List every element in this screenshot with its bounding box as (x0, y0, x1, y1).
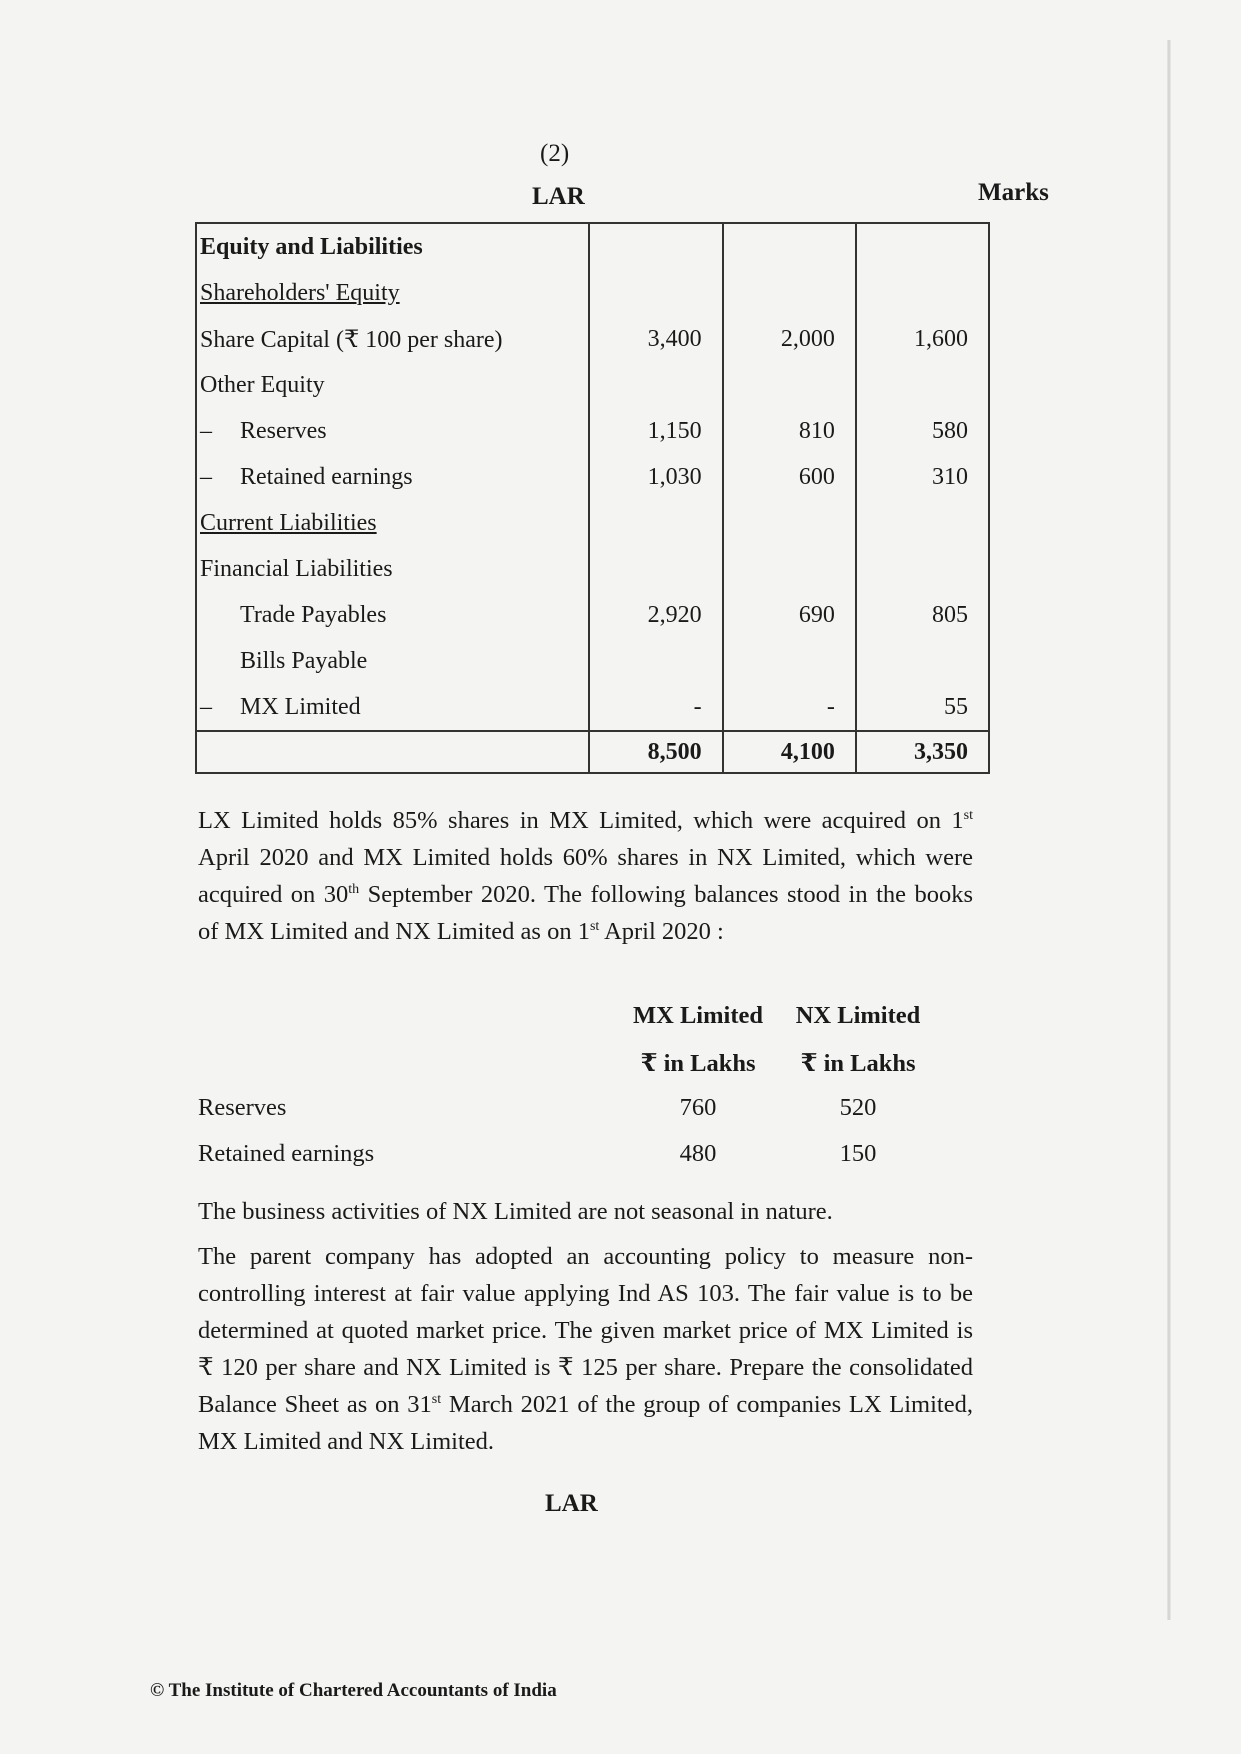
col-nx-unit: ₹ in Lakhs (800, 1050, 916, 1077)
row-label: Shareholders' Equity (200, 279, 400, 306)
row-label: – Retained earnings (200, 463, 413, 490)
row-label: Current Liabilities (200, 509, 377, 536)
cell-value: 805 (856, 592, 989, 638)
col-nx-heading: NX Limited (795, 1002, 921, 1029)
cell-value: - (589, 684, 722, 731)
paper-code-footer: LAR (545, 1490, 598, 1517)
cell-value (856, 500, 989, 546)
cell-value: 1,600 (856, 316, 989, 362)
cell-value: 690 (723, 592, 856, 638)
cell-value: 3,400 (589, 316, 722, 362)
table-row (196, 362, 989, 408)
table-row (196, 316, 989, 362)
total-row (196, 731, 989, 773)
row-label: Other Equity (200, 371, 325, 398)
paragraph-seasonal: The business activities of NX Limited are not seasonal in nature. (198, 1198, 833, 1225)
table-row (196, 223, 989, 270)
para1-text: LX Limited holds 85% shares in MX Limited, which were acquired on 1st April 2020 and MX Limited holds 60% shares in NX Limited, which were acquired on 30th September 2020. The following balances stood in the books of MX Limited and NX Limited as on 1st April 2020 : (198, 807, 973, 945)
cell-value: 2,920 (589, 592, 722, 638)
cell-value (723, 270, 856, 316)
copyright-notice: © The Institute of Chartered Accountants of India (150, 1680, 557, 1701)
total-value: 4,100 (723, 731, 856, 773)
table-row (196, 454, 989, 500)
cell-value (723, 362, 856, 408)
balance-mx-value: 760 (679, 1094, 717, 1121)
row-label: Bills Payable (240, 647, 368, 674)
cell-value: 2,000 (723, 316, 856, 362)
paper-code-header: LAR (532, 183, 585, 210)
cell-value: - (723, 684, 856, 731)
balance-label: Reserves (198, 1094, 287, 1121)
table-row (196, 684, 989, 731)
table-row (196, 592, 989, 638)
cell-value (856, 270, 989, 316)
balance-mx-value: 480 (679, 1140, 717, 1167)
table-row (196, 546, 989, 592)
cell-value (723, 500, 856, 546)
cell-value: 810 (723, 408, 856, 454)
row-label: – MX Limited (200, 693, 361, 720)
balance-nx-value: 150 (839, 1140, 877, 1167)
balance-sheet-table (195, 222, 990, 774)
balance-row (198, 1140, 958, 1186)
cell-value (856, 638, 989, 684)
col-mx-heading: MX Limited (633, 1002, 763, 1029)
marks-heading: Marks (978, 179, 1049, 206)
page-edge-shadow (1167, 40, 1171, 1620)
cell-value: 310 (856, 454, 989, 500)
table-row (196, 408, 989, 454)
cell-value (723, 638, 856, 684)
total-value: 3,350 (856, 731, 989, 773)
cell-value (856, 362, 989, 408)
cell-value (589, 546, 722, 592)
cell-value (589, 500, 722, 546)
table-row (196, 500, 989, 546)
cell-value (589, 638, 722, 684)
paragraph-holdings (198, 802, 973, 950)
page-number: (2) (540, 140, 570, 167)
balance-nx-value: 520 (839, 1094, 877, 1121)
col-mx-unit: ₹ in Lakhs (640, 1050, 756, 1077)
row-label: Financial Liabilities (200, 555, 393, 582)
cell-value: 1,030 (589, 454, 722, 500)
row-label: – Reserves (200, 417, 327, 444)
cell-value: 1,150 (589, 408, 722, 454)
cell-value: 55 (856, 684, 989, 731)
cell-value (723, 546, 856, 592)
table-row (196, 270, 989, 316)
total-value: 8,500 (589, 731, 722, 773)
row-label: Share Capital (₹ 100 per share) (200, 326, 503, 353)
cell-value (589, 362, 722, 408)
paragraph-instructions: The parent company has adopted an accounting policy to measure non-controlling interest at fair value applying Ind AS 103. The fair value is to be determined at quoted market price. The given market price of MX Limited is ₹ 120 per share and NX Limited is ₹ 125 per share. Prepare the consolidated Balance Sheet as on 31st March 2021 of the group of companies LX Limited, MX Limited and NX Limited. (198, 1243, 973, 1455)
table-row (196, 638, 989, 684)
balance-row (198, 1094, 958, 1140)
table-heading: Equity and Liabilities (200, 233, 423, 260)
cell-value: 580 (856, 408, 989, 454)
cell-value (589, 270, 722, 316)
opening-balances (198, 1002, 958, 1186)
cell-value (856, 546, 989, 592)
row-label: Trade Payables (240, 601, 387, 628)
balance-label: Retained earnings (198, 1140, 375, 1167)
cell-value: 600 (723, 454, 856, 500)
